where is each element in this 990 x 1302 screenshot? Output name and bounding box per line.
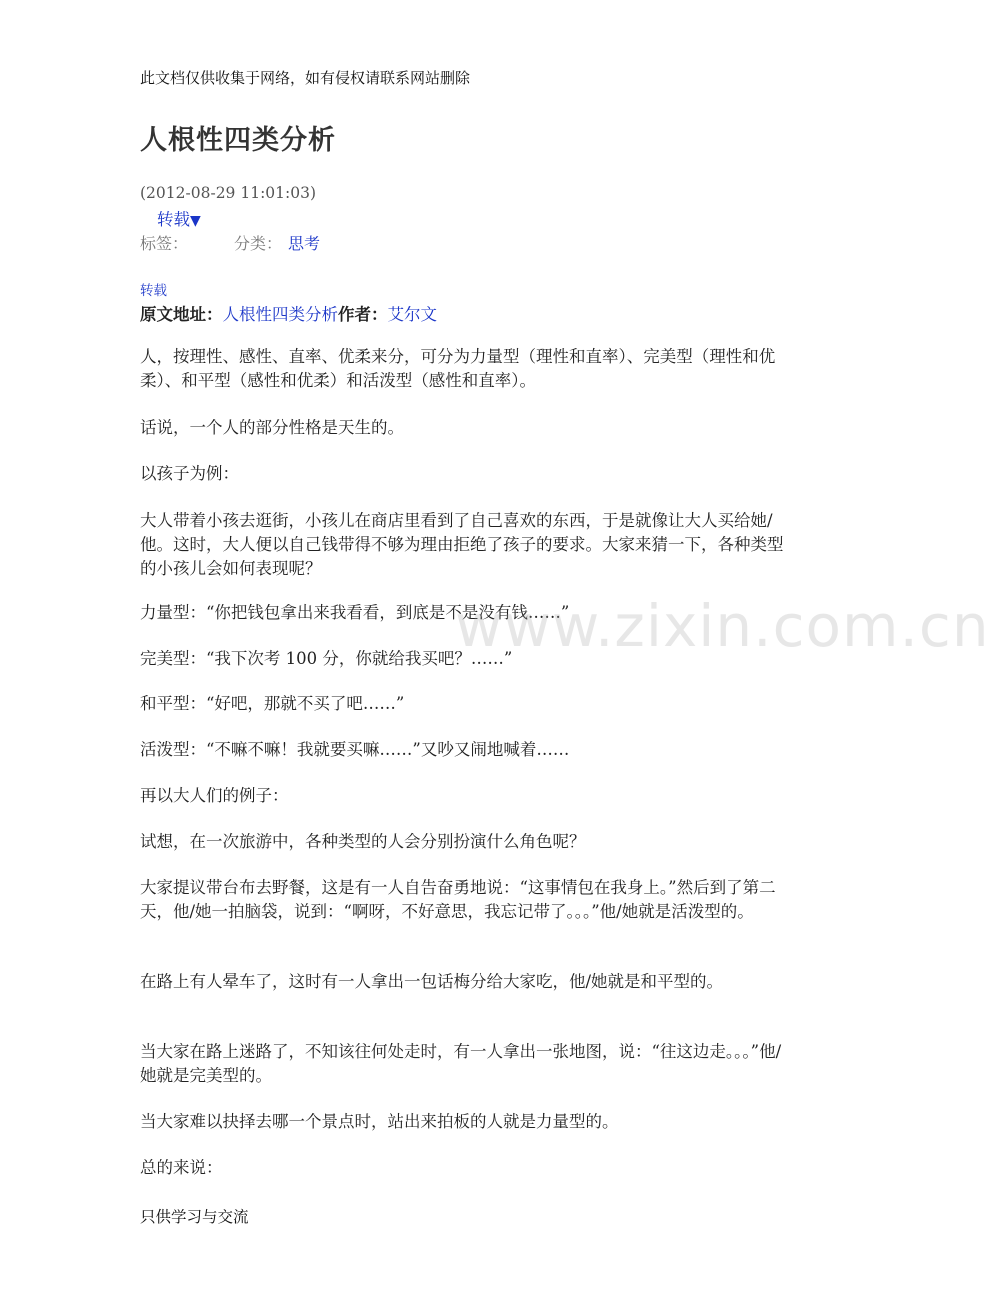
source-address-label: 原文地址： (140, 305, 223, 324)
header-disclaimer: 此文档仅供收集于网络，如有侵权请联系网站删除 (140, 69, 471, 87)
paragraph: 以孩子为例： (140, 464, 239, 483)
category-link[interactable]: 思考 (288, 234, 321, 253)
source-address-link[interactable]: 人根性四类分析 (222, 305, 338, 324)
paragraph: 再以大人们的例子： (140, 786, 289, 805)
footer-disclaimer: 只供学习与交流 (140, 1208, 249, 1226)
paragraph-type-perfect: 完美型：“我下次考 100 分，你就给我买吧？……” (140, 649, 513, 668)
paragraph: 话说，一个人的部分性格是天生的。 (140, 418, 404, 437)
paragraph-type-power: 力量型：“你把钱包拿出来我看看，到底是不是没有钱……” (140, 603, 570, 622)
repost-label: 转载 (157, 210, 190, 229)
dropdown-triangle-icon: ▼ (190, 213, 201, 229)
article-title: 人根性四类分析 (140, 125, 336, 156)
paragraph: 大人带着小孩去逛街，小孩儿在商店里看到了自己喜欢的东西，于是就像让大人买给她/他。这时，大人便以自己钱带得不够为理由拒绝了孩子的要求。大家来猜一下，各种类型的小孩儿会如何表现呢？ (140, 511, 784, 578)
repost-button[interactable] (157, 206, 201, 230)
source-author-label: 作者： (338, 305, 388, 324)
paragraph-type-lively: 活泼型：“不嘛不嘛！我就要买嘛……”又吵又闹地喊着…… (140, 740, 570, 759)
post-datetime: (2012-08-29 11:01:03) (140, 184, 317, 202)
category-label: 分类： (234, 234, 283, 253)
paragraph: 总的来说： (140, 1158, 223, 1177)
post-meta (140, 231, 321, 254)
paragraph: 当大家难以抉择去哪一个景点时，站出来拍板的人就是力量型的。 (140, 1112, 619, 1131)
repost-link[interactable]: 转载 (140, 283, 167, 299)
source-line (140, 301, 437, 325)
paragraph: 在路上有人晕车了，这时有一人拿出一包话梅分给大家吃，他/她就是和平型的。 (140, 972, 724, 991)
paragraph-intro: 人，按理性、感性、直率、优柔来分，可分为力量型（理性和直率）、完美型（理性和优柔）、和平型（感性和优柔）和活泼型（感性和直率）。 (140, 347, 776, 390)
paragraph: 当大家在路上迷路了，不知该往何处走时，有一人拿出一张地图，说：“往这边走。。。”他/她就是完美型的。 (140, 1042, 782, 1085)
paragraph: 试想，在一次旅游中，各种类型的人会分别扮演什么角色呢？ (140, 832, 586, 851)
source-author-link[interactable]: 艾尔文 (387, 305, 437, 324)
paragraph-type-peace: 和平型：“好吧，那就不买了吧……” (140, 694, 405, 713)
tags-label: 标签： (140, 234, 189, 253)
category-group (234, 231, 320, 254)
paragraph: 大家提议带台布去野餐，这是有一人自告奋勇地说：“这事情包在我身上。”然后到了第二天，他/她一拍脑袋，说到：“啊呀，不好意思，我忘记带了。。。”他/她就是活泼型的。 (140, 878, 776, 921)
watermark: www.zixin.com.cn (455, 592, 990, 660)
